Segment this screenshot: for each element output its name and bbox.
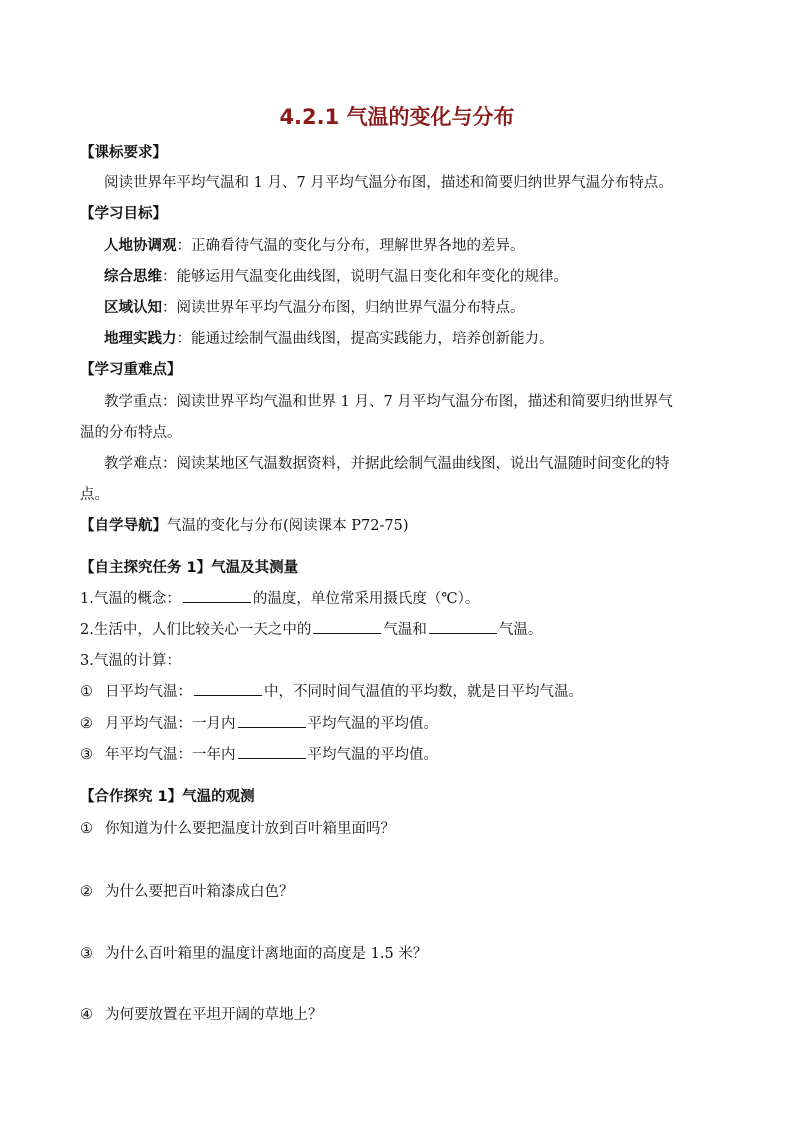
objective-text: ：能够运用气温变化曲线图，说明气温日变化和年变化的规律。 xyxy=(162,269,568,285)
question-text: 2.生活中，人们比较关心一天之中的 xyxy=(80,622,312,638)
question-text: 年平均气温：一年内 xyxy=(105,747,236,763)
objective-item xyxy=(104,328,754,350)
coop-heading: 【合作探究 1】气温的观测 xyxy=(80,789,255,805)
answer-blank[interactable] xyxy=(238,744,306,759)
answer-blank[interactable] xyxy=(429,619,497,634)
item-marker: ② xyxy=(80,884,93,900)
objective-label: 区域认知 xyxy=(104,300,162,316)
objective-item xyxy=(104,235,754,257)
question-text: 气温和 xyxy=(383,622,427,638)
calc-item-1 xyxy=(80,681,730,703)
objective-item xyxy=(104,297,754,319)
coop-question xyxy=(80,943,730,965)
calc-item-3 xyxy=(80,744,730,766)
coop-question xyxy=(80,818,730,840)
objective-text: ：阅读世界年平均气温分布图，归纳世界气温分布特点。 xyxy=(162,300,525,316)
objective-text: ：能通过绘制气温曲线图，提高实践能力，培养创新能力。 xyxy=(176,331,554,347)
objectives-heading: 【学习目标】 xyxy=(80,206,167,222)
answer-blank[interactable] xyxy=(194,681,262,696)
objective-item xyxy=(104,266,754,288)
question-text: 为什么百叶箱里的温度计离地面的高度是 1.5 米？ xyxy=(105,946,428,962)
calc-item-2 xyxy=(80,713,730,735)
curriculum-heading: 【课标要求】 xyxy=(80,145,167,161)
difficulty-line: 教学难点：阅读某地区气温数据资料，并据此绘制气温曲线图，说出气温随时间变化的特 xyxy=(104,456,670,472)
objective-text: ：正确看待气温的变化与分布，理解世界各地的差异。 xyxy=(176,238,525,254)
page-title: 4.2.1 气温的变化与分布 xyxy=(279,105,515,129)
answer-blank[interactable] xyxy=(183,588,251,603)
question-text: 平均气温的平均值。 xyxy=(307,716,438,732)
task1-question-1 xyxy=(80,588,730,610)
answer-blank[interactable] xyxy=(238,713,306,728)
item-marker: ③ xyxy=(80,946,93,962)
coop-question xyxy=(80,881,730,903)
item-marker: ② xyxy=(80,716,93,732)
objective-label: 综合思维 xyxy=(104,269,162,285)
question-text: 为什么要把百叶箱漆成白色？ xyxy=(105,884,294,900)
curriculum-text: 阅读世界年平均气温和 1 月、7 月平均气温分布图，描述和简要归纳世界气温分布特点。 xyxy=(104,175,673,191)
guide-heading: 【自学导航】 xyxy=(80,518,167,534)
question-text: 你知道为什么要把温度计放到百叶箱里面吗？ xyxy=(105,821,395,837)
question-text: 月平均气温：一月内 xyxy=(105,716,236,732)
guide-text: 气温的变化与分布(阅读课本 P72-75) xyxy=(167,518,409,534)
item-marker: ① xyxy=(80,684,93,700)
task1-question-3: 3.气温的计算： xyxy=(80,653,181,669)
guide-line xyxy=(80,515,730,537)
focus-line: 教学重点：阅读世界平均气温和世界 1 月、7 月平均气温分布图，描述和简要归纳世界气 xyxy=(104,394,673,410)
item-marker: ③ xyxy=(80,747,93,763)
item-marker: ① xyxy=(80,821,93,837)
keypoints-heading: 【学习重难点】 xyxy=(80,362,182,378)
question-text: 日平均气温： xyxy=(105,684,192,700)
question-text: 的温度，单位常采用摄氏度（℃）。 xyxy=(252,591,480,607)
task1-question-2 xyxy=(80,619,730,641)
difficulty-line: 点。 xyxy=(80,487,109,503)
task1-heading: 【自主探究任务 1】气温及其测量 xyxy=(80,560,299,576)
answer-blank[interactable] xyxy=(313,619,381,634)
question-text: 1.气温的概念： xyxy=(80,591,181,607)
coop-question xyxy=(80,1004,730,1026)
question-text: 中，不同时间气温值的平均数，就是日平均气温。 xyxy=(264,684,583,700)
item-marker: ④ xyxy=(80,1007,93,1023)
objective-label: 地理实践力 xyxy=(104,331,177,347)
question-text: 为何要放置在平坦开阔的草地上？ xyxy=(105,1007,323,1023)
focus-line: 温的分布特点。 xyxy=(80,425,182,441)
question-text: 平均气温的平均值。 xyxy=(307,747,438,763)
question-text: 气温。 xyxy=(498,622,543,638)
objective-label: 人地协调观 xyxy=(104,238,177,254)
